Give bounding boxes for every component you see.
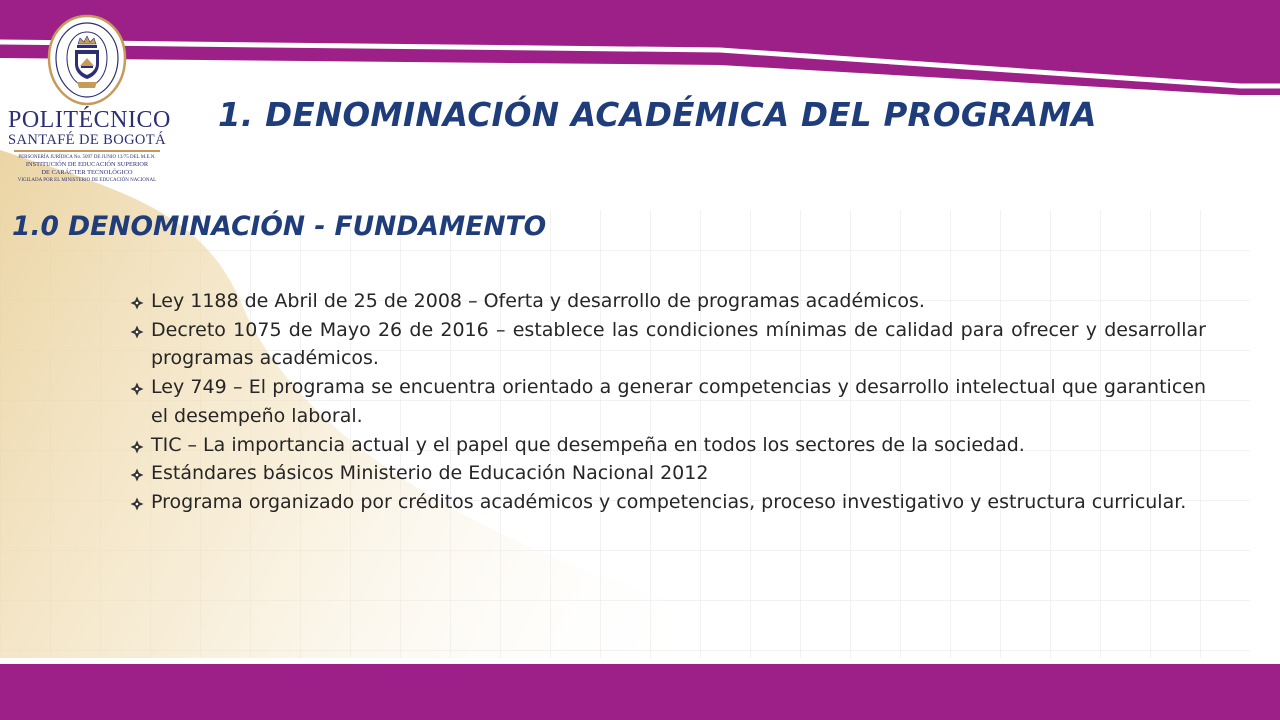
logo-legal-line: VIGILADA POR EL MINISTERIO DE EDUCACIÓN NACIONAL — [17, 178, 157, 183]
diamond-bullet-icon — [130, 382, 144, 396]
section-subtitle: 1.0 DENOMINACIÓN - FUNDAMENTO — [12, 211, 547, 242]
bullet-item — [130, 316, 1206, 373]
diamond-bullet-icon — [130, 468, 144, 482]
crest-icon — [45, 14, 129, 106]
bullet-item — [130, 459, 1206, 488]
bullet-text: Programa organizado por créditos académicos y competencias, proceso investigativo y estructura curricular. — [151, 490, 1187, 513]
diamond-bullet-icon — [130, 325, 144, 339]
diamond-bullet-icon — [130, 440, 144, 454]
bullet-item — [130, 373, 1206, 430]
diamond-bullet-icon — [130, 497, 144, 511]
bullet-item — [130, 488, 1206, 517]
logo-legal-line: DE CARÁCTER TECNOLÓGICO — [41, 169, 133, 176]
logo-subname: SANTAFÉ DE BOGOTÁ — [8, 132, 166, 148]
bullet-text: Estándares básicos Ministerio de Educación Nacional 2012 — [151, 462, 709, 485]
bullet-text: Ley 1188 de Abril de 25 de 2008 – Oferta y desarrollo de programas académicos. — [151, 290, 925, 312]
bullet-text: TIC – La importancia actual y el papel que desempeña en todos los sectores de la sociedad. — [151, 433, 1025, 456]
bullet-item — [130, 287, 1206, 316]
logo-divider — [14, 150, 160, 152]
slide-title: 1. DENOMINACIÓN ACADÉMICA DEL PROGRAMA — [218, 96, 1097, 134]
bullet-text: Decreto 1075 de Mayo 26 de 2016 – establece las condiciones mínimas de calidad para ofrecer y desarrollar programas académicos. — [151, 318, 1206, 370]
bullet-text: Ley 749 – El programa se encuentra orientado a generar competencias y desarrollo intelectual que garanticen el desempeño laboral. — [151, 376, 1206, 427]
logo-legal-line: PERSONERÍA JURÍDICA No. 5097 DE JUNIO 13/75 DEL M.E.N. — [18, 155, 156, 160]
bottom-purple-band — [0, 664, 1280, 720]
diamond-bullet-icon — [130, 296, 144, 310]
institution-logo — [8, 14, 171, 192]
bottom-band-white-line — [0, 658, 1280, 660]
bullet-list — [130, 287, 1206, 517]
logo-legal-line: INSTITUCIÓN DE EDUCACIÓN SUPERIOR — [25, 161, 149, 168]
logo-name: POLITÉCNICO — [8, 107, 171, 133]
bullet-item — [130, 431, 1206, 460]
